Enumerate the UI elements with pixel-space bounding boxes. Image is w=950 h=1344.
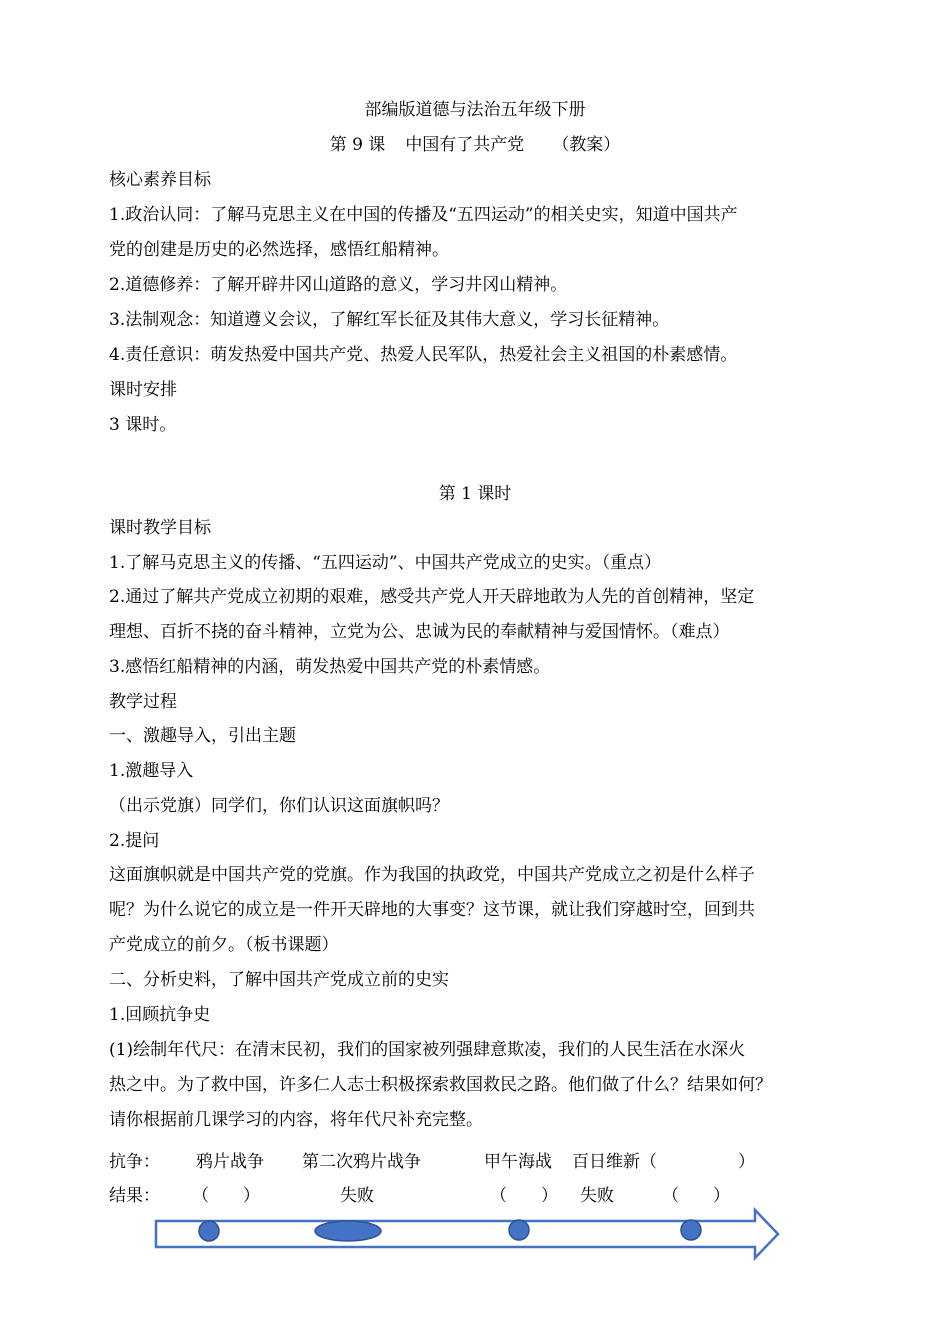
objective-1-line-b: 党的创建是历史的必然选择，感悟红船精神。	[109, 240, 449, 260]
process-heading: 教学过程	[109, 692, 177, 712]
lesson-heading	[0, 133, 950, 157]
document-title: 部编版道德与法治五年级下册	[364, 100, 586, 120]
result-blank-3: （ ）	[662, 1186, 730, 1206]
schedule-heading: 课时安排	[109, 380, 177, 400]
timeline-dot-4	[681, 1220, 701, 1240]
objectives-heading: 核心素养目标	[109, 170, 211, 190]
period-goal-1: 1.了解马克思主义的传播、“五四运动”、中国共产党成立的史实。（重点）	[109, 553, 662, 573]
section-1-2-text-b: 呢？为什么说它的成立是一件开天辟地的大事变？这节课，就让我们穿越时空，回到共	[109, 900, 755, 920]
period-goal-2-line-a: 2.通过了解共产党成立初期的艰难，感受共产党人开天辟地敢为人先的首创精神，坚定	[109, 587, 755, 607]
objective-3: 3.法制观念：知道遵义会议，了解红军长征及其伟大意义，学习长征精神。	[109, 310, 670, 330]
result-blank-2: （ ）	[490, 1186, 558, 1206]
schedule-value: 3 课时。	[109, 415, 177, 435]
section-1-1-heading: 1.激趣导入	[109, 761, 194, 781]
period-goal-2-line-b: 理想、百折不挠的奋斗精神，立党为公、忠诚为民的奉献精神与爱国情怀。（难点）	[109, 622, 730, 642]
timeline-dot-3	[509, 1220, 529, 1240]
section-1-heading: 一、激趣导入，引出主题	[109, 726, 296, 746]
event-sino-japanese-war: 甲午海战	[484, 1152, 552, 1172]
objective-4: 4.责任意识：萌发热爱中国共产党、热爱人民军队，热爱社会主义祖国的朴素感情。	[109, 345, 738, 365]
section-2-1-text-a: (1)绘制年代尺：在清末民初，我们的国家被列强肆意欺凌，我们的人民生活在水深火	[109, 1040, 746, 1060]
objective-1-line-a: 1.政治认同：了解马克思主义在中国的传播及“五四运动”的相关史实，知道中国共产	[109, 205, 738, 225]
section-1-2-text-a: 这面旗帜就是中国共产党的党旗。作为我国的执政党，中国共产党成立之初是什么样子	[109, 865, 755, 885]
section-2-heading: 二、分析史料，了解中国共产党成立前的史实	[109, 970, 449, 990]
lesson-number: 第 9 课	[329, 135, 386, 155]
event-second-opium-war: 第二次鸦片战争	[302, 1152, 421, 1172]
result-blank-1: （ ）	[192, 1186, 260, 1206]
struggle-label: 抗争：	[109, 1152, 160, 1172]
period-goals-heading: 课时教学目标	[109, 518, 211, 538]
section-1-1-text: （出示党旗）同学们，你们认识这面旗帜吗？	[109, 796, 449, 816]
lesson-type: （教案）	[552, 135, 621, 155]
result-failure-1: 失败	[340, 1186, 374, 1206]
event-hundred-days-reform: 百日维新（	[572, 1152, 657, 1172]
timeline-arrow	[150, 1205, 790, 1267]
period-goal-3: 3.感悟红船精神的内涵，萌发热爱中国共产党的朴素情感。	[109, 657, 551, 677]
section-2-1-heading: 1.回顾抗争史	[109, 1005, 211, 1025]
event-opium-war: 鸦片战争	[196, 1152, 264, 1172]
result-failure-2: 失败	[580, 1186, 614, 1206]
section-2-1-text-b: 热之中。为了救中国，许多仁人志士积极探索救国救民之路。他们做了什么？结果如何？	[109, 1075, 772, 1095]
result-label: 结果：	[109, 1186, 160, 1206]
lesson-title: 中国有了共产党	[405, 135, 525, 155]
timeline-dot-1	[199, 1221, 219, 1241]
section-2-1-text-c: 请你根据前几课学习的内容，将年代尺补充完整。	[109, 1110, 483, 1130]
timeline-dot-2	[315, 1221, 381, 1241]
event-blank-close: ）	[738, 1152, 755, 1172]
section-1-2-heading: 2.提问	[109, 831, 160, 851]
objective-2: 2.道德修养：了解开辟井冈山道路的意义，学习井冈山精神。	[109, 275, 568, 295]
section-1-2-text-c: 产党成立的前夕。（板书课题）	[109, 935, 339, 955]
period-title: 第 1 课时	[438, 484, 512, 504]
